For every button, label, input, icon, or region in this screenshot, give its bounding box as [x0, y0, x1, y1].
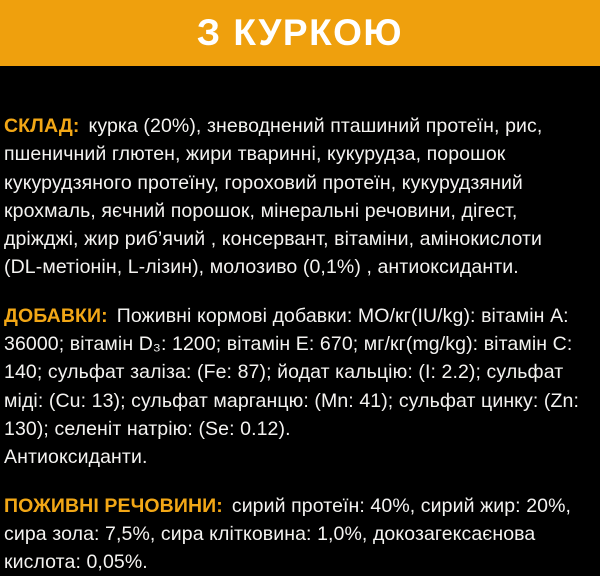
- additives-line: [4, 302, 596, 330]
- composition-line: крохмаль, яєчний порошок, мінеральні речовини, дігест,: [4, 199, 518, 222]
- additives-line: 36000; вітамін D₃: 1200; вітамін Е: 670; мг/кг(mg/kg): вітамін С:: [4, 333, 573, 356]
- nutrients-line: сира зола: 7,5%, сира клітковина: 1,0%, докозагексаєнова: [4, 522, 536, 545]
- additives-line: 140; сульфат заліза: (Fe: 87); йодат кальцію: (I: 2.2); сульфат: [4, 361, 564, 384]
- composition-line: (DL-метіонін, L-лізин), молозиво (0,1%) , антиоксиданти.: [4, 256, 519, 279]
- section-nutrients: [4, 492, 596, 576]
- nutrients-text: сирий протеїн: 40%, сирий жир: 20%,: [231, 494, 572, 517]
- composition-text: курка (20%), зневоднений пташиний протеїн, рис,: [88, 115, 543, 137]
- nutrients-line: кислота: 0,05%.: [4, 551, 148, 574]
- composition-heading: СКЛАД:: [4, 115, 80, 137]
- nutrients-heading: ПОЖИВНІ РЕЧОВИНИ:: [4, 494, 223, 517]
- composition-line: [4, 112, 596, 140]
- product-flavor-banner: [0, 0, 600, 66]
- composition-line: дріжджі, жир риб’ячий , консервант, вітаміни, амінокислоти: [4, 228, 543, 251]
- additives-line: 130); селеніт натрію: (Se: 0.12).: [4, 417, 291, 440]
- additives-heading: ДОБАВКИ:: [4, 304, 108, 327]
- section-composition: [4, 112, 596, 282]
- section-additives: [4, 302, 596, 472]
- additives-text: Поживні кормові добавки: МО/кг(IU/kg): вітамін А:: [116, 304, 569, 327]
- composition-line: пшеничний глютен, жири тваринні, кукурудза, порошок: [4, 143, 506, 166]
- additives-line: міді: (Cu: 13); сульфат марганцю: (Mn: 41); сульфат цинку: (Zn:: [4, 389, 579, 412]
- label-content: [0, 66, 600, 576]
- nutrients-line: [4, 492, 596, 520]
- flavor-title: З КУРКОЮ: [196, 12, 404, 53]
- composition-line: кукурудзяного протеїну, гороховий протеїн, кукурудзяний: [4, 171, 523, 194]
- additives-line: Антиоксиданти.: [4, 446, 148, 469]
